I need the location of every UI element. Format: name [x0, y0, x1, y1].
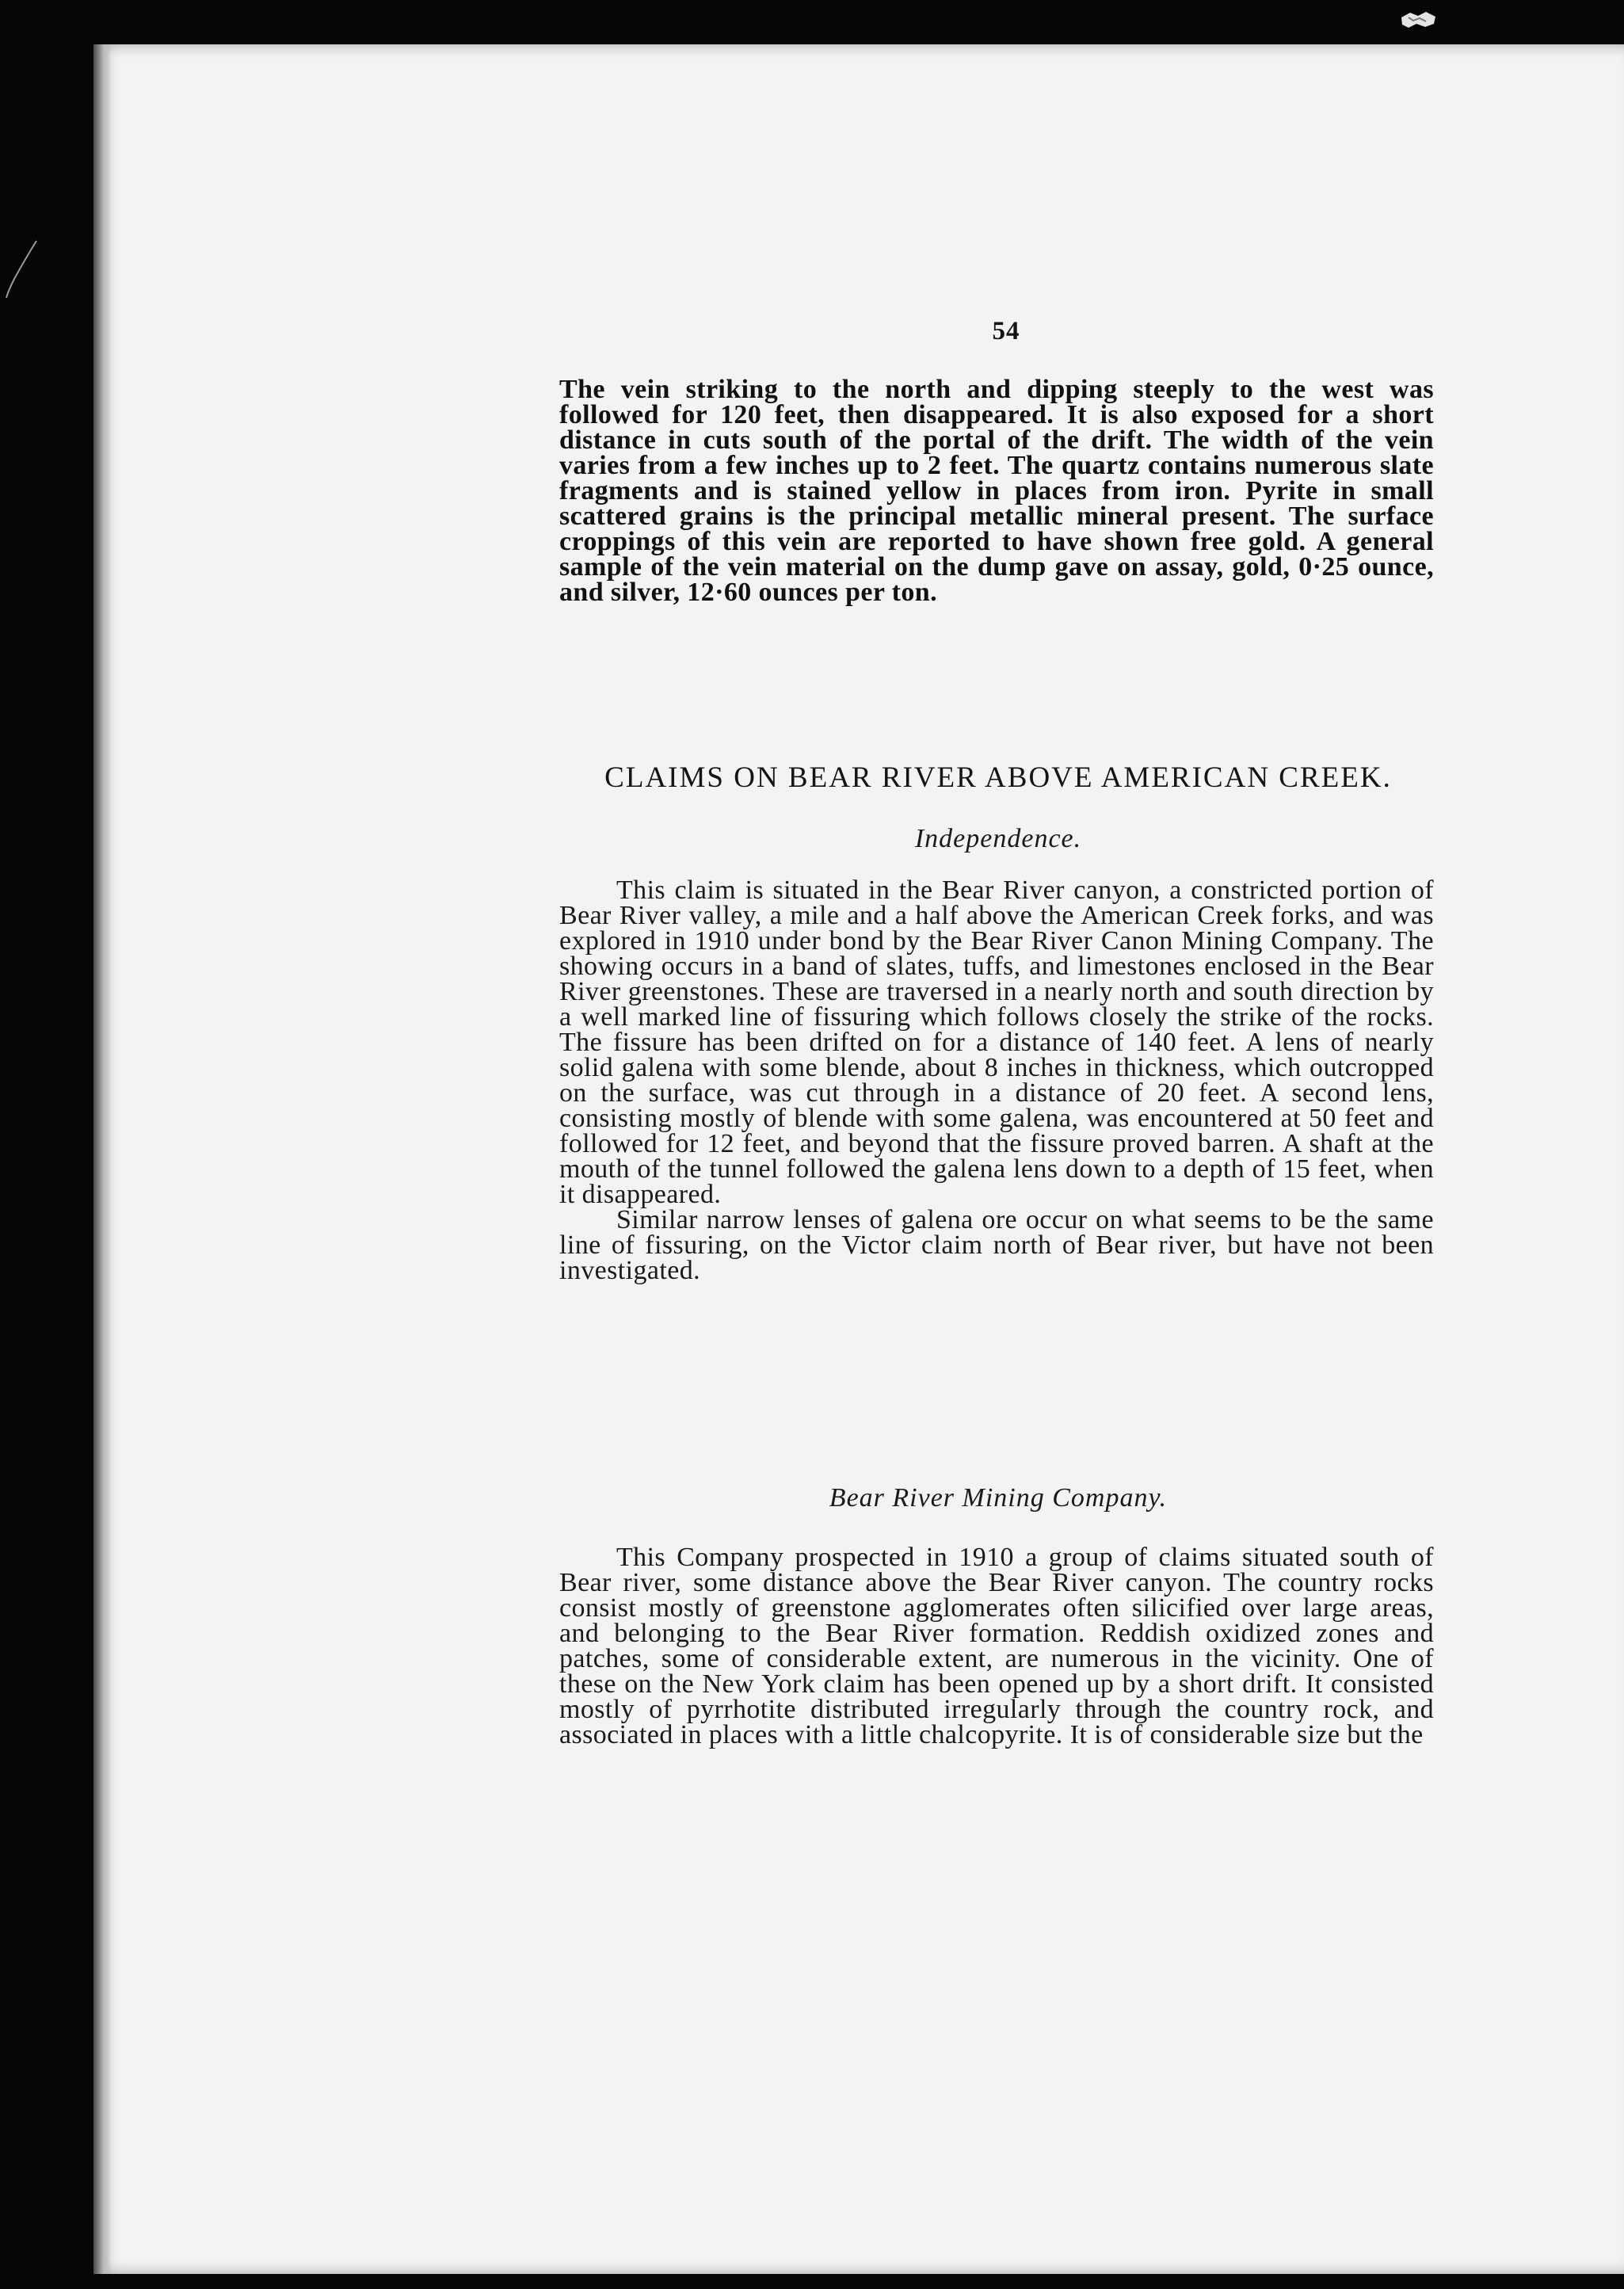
page-binding-shadow	[93, 44, 111, 2274]
independence-text-block	[559, 878, 1434, 1284]
independence-paragraph-1: This claim is situated in the Bear River canyon, a constricted portion of Bear River valley, a mile and a half above the American Creek forks, and was explored in 1910 under bond by the Bear River Canon Mining Company. The showing occurs in a band of slates, tuffs, and limestones enclosed in the Bear River greenstones. These are traversed in a nearly north and south direction by a well marked line of fissuring which follows closely the strike of the rocks. The fissure has been drifted on for a distance of 140 feet. A lens of nearly solid galena with some blende, about 8 inches in thickness, which outcropped on the surface, was cut through in a distance of 20 feet. A second lens, consisting mostly of blende with some galena, was encountered at 50 feet and followed for 12 feet, and beyond that the fissure proved barren. A shaft at the mouth of the tunnel followed the galena lens down to a depth of 15 feet, when it disappeared.	[559, 876, 1434, 1209]
section-heading: CLAIMS ON BEAR RIVER ABOVE AMERICAN CREEK.	[604, 761, 1392, 794]
opening-paragraph: The vein striking to the north and dipping steeply to the west was followed for 120 feet, then disappeared. It is also exposed for a short distance in cuts south of the portal of the drift. The width of the vein varies from a few inches up to 2 feet. The quartz contains numerous slate fragments and is stained yellow in places from iron. Pyrite in small scattered grains is the principal metallic mineral present. The surface croppings of this vein are reported to have shown free gold. A general sample of the vein material on the dump gave on assay, gold, 0·25 ounce, and silver, 12·60 ounces per ton.	[559, 375, 1434, 607]
film-scratch-mark	[5, 238, 40, 301]
independence-paragraph-2: Similar narrow lenses of galena ore occur on what seems to be the same line of fissuring, on the Victor claim north of Bear river, but have not been investigated.	[559, 1205, 1434, 1285]
bear-river-mining-paragraph-1: This Company prospected in 1910 a group of claims situated south of Bear river, some distance above the Bear River canyon. The country rocks consist mostly of greenstone agglomerates often silicified over large areas, and belonging to the Bear River formation. Reddish oxidized zones and patches, some of considerable extent, are numerous in the vicinity. One of these on the New York claim has been opened up by a short drift. It consisted mostly of pyrrhotite distributed irregularly through the country rock, and associated in places with a little chalcopyrite. It is of considerable size but the	[559, 1543, 1434, 1749]
subsection-title-bear-river-mining: Bear River Mining Company.	[829, 1483, 1168, 1513]
continued-text-block	[559, 377, 1434, 605]
microfilm-corner-icon	[1396, 6, 1442, 33]
subsection-title-independence: Independence.	[914, 824, 1082, 853]
bear-river-mining-text-block	[559, 1545, 1434, 1748]
page-number: 54	[992, 317, 1020, 345]
